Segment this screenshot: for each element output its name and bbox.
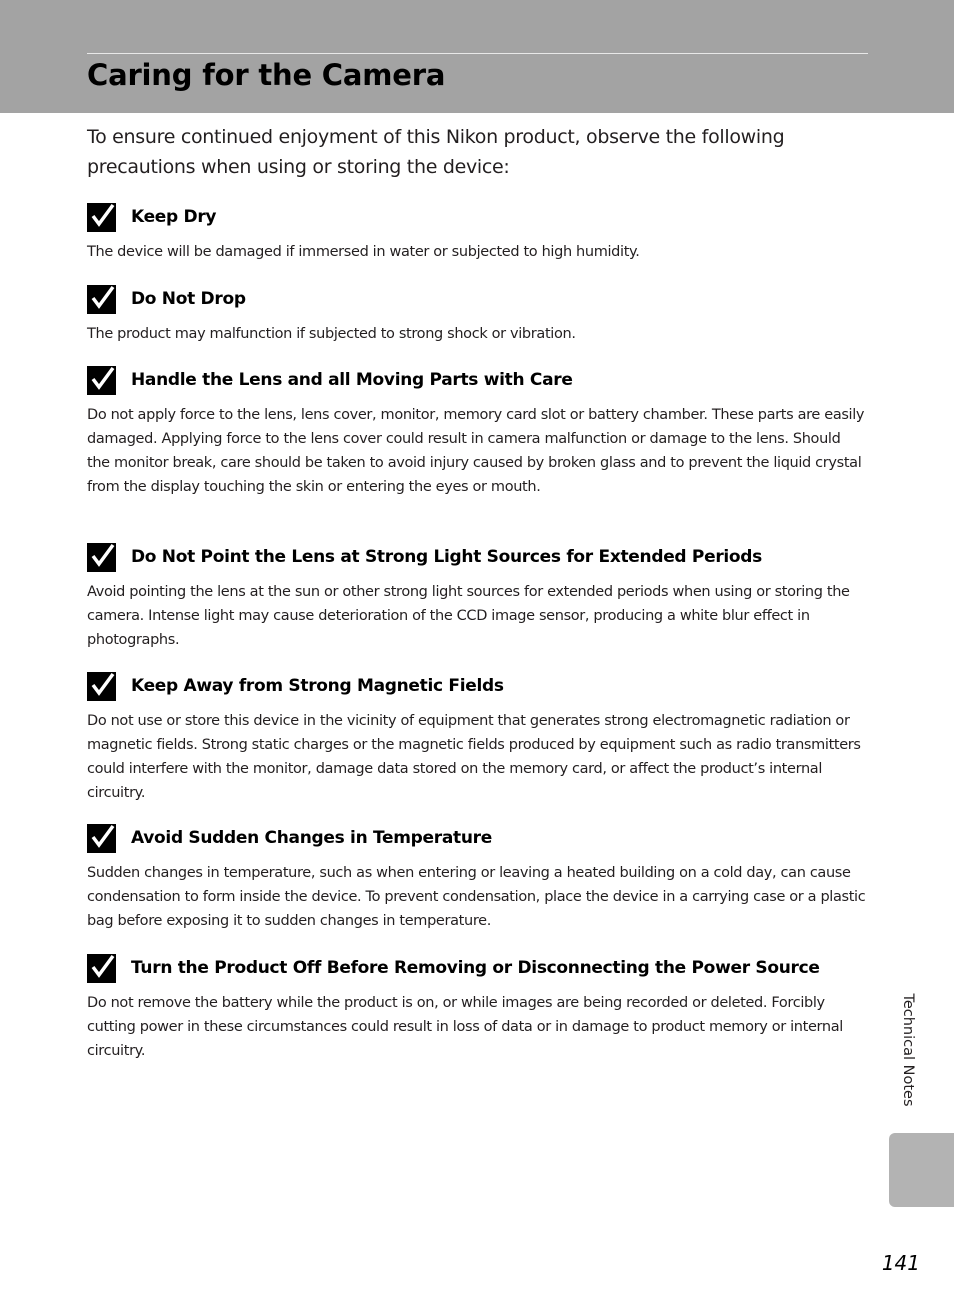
section-heading (87, 669, 877, 703)
page-title: Caring for the Camera (87, 58, 446, 92)
section-heading (87, 951, 877, 985)
page-number: 141 (881, 1251, 920, 1275)
header-rule (87, 53, 868, 54)
section-title: Turn the Product Off Before Removing or Disconnecting the Power Source (131, 958, 820, 978)
check-icon (87, 365, 117, 395)
section-heading (87, 363, 877, 397)
intro-text: To ensure continued enjoyment of this Nikon product, observe the following precautions when using or storing the device: (87, 126, 785, 178)
section-power-source (87, 951, 877, 1063)
section-heading (87, 200, 877, 234)
section-heading (87, 282, 877, 316)
check-icon (87, 542, 117, 572)
side-label-technical-notes: Technical Notes (900, 993, 916, 1107)
section-title: Keep Dry (131, 207, 217, 227)
section-title: Keep Away from Strong Magnetic Fields (131, 676, 504, 696)
section-keep-dry (87, 200, 877, 264)
section-handle-lens (87, 363, 877, 499)
section-body: The product may malfunction if subjected to strong shock or vibration. (87, 326, 576, 342)
thumb-tab (889, 1133, 954, 1207)
section-heading (87, 540, 877, 574)
section-body: Do not use or store this device in the vicinity of equipment that generates strong electromagnetic radiation or magnetic fields. Strong static charges or the magnetic fields produced by equipment such as radio transmitters could interfere with the monitor, damage data stored on the memory card, or affect the product’s internal circuitry. (87, 713, 861, 801)
check-icon (87, 202, 117, 232)
section-heading (87, 821, 877, 855)
section-body: Sudden changes in temperature, such as when entering or leaving a heated building on a cold day, can cause condensation to form inside the device. To prevent condensation, place the device in a carrying case or a plastic bag before exposing it to sudden changes in temperature. (87, 865, 866, 929)
section-body: Avoid pointing the lens at the sun or other strong light sources for extended periods when using or storing the camera. Intense light may cause deterioration of the CCD image sensor, producing a white blur effect in photographs. (87, 584, 850, 648)
check-icon (87, 823, 117, 853)
header-band (0, 0, 954, 113)
section-title: Do Not Point the Lens at Strong Light Sources for Extended Periods (131, 547, 762, 567)
section-magnetic-fields (87, 669, 877, 805)
section-title: Do Not Drop (131, 289, 246, 309)
section-body: Do not apply force to the lens, lens cover, monitor, memory card slot or battery chamber. These parts are easily damaged. Applying force to the lens cover could result in camera malfunction or damage to the lens. Should the monitor break, care should be taken to avoid injury caused by broken glass and to prevent the liquid crystal from the display touching the skin or entering the eyes or mouth. (87, 407, 865, 495)
section-title: Avoid Sudden Changes in Temperature (131, 828, 492, 848)
section-strong-light (87, 540, 877, 652)
section-body: Do not remove the battery while the product is on, or while images are being recorded or deleted. Forcibly cutting power in these circumstances could result in loss of data or in damage to product memory or internal circuitry. (87, 995, 843, 1059)
check-icon (87, 953, 117, 983)
section-title: Handle the Lens and all Moving Parts with Care (131, 370, 573, 390)
section-do-not-drop (87, 282, 877, 346)
section-body: The device will be damaged if immersed in water or subjected to high humidity. (87, 244, 640, 260)
section-temperature (87, 821, 877, 933)
check-icon (87, 671, 117, 701)
check-icon (87, 284, 117, 314)
